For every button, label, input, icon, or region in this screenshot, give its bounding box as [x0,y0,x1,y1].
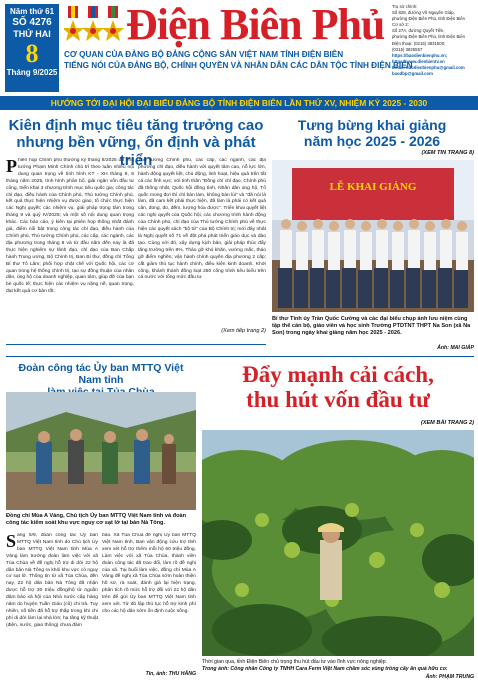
article4-continue[interactable]: (XEM BÀI TRANG 2) [420,420,474,426]
section-banner: HƯỚNG TỚI ĐẠI HỘI ĐẠI BIỂU ĐẢNG BỘ TỈNH ĐIỆN BIÊN LẦN THỨ XV, NHIỆM KỲ 2025 - 2030 [0,96,478,110]
medals-icon [64,6,124,50]
article1-column-1 [6,158,134,336]
contact-line: phường Điện Biên Phủ, tỉnh Điện Biên [392,34,466,40]
contact-line: Trụ sở chính: [392,4,418,9]
photo-sign-text: LỄ KHAI GIẢNG [329,181,417,193]
issue-number: SỐ 4276 [12,17,52,28]
article1-text: hiên họp Chính phủ thường kỳ tháng 8/2025 do Thủ tướng Phạm Minh Chính chủ trì theo luân nhiều nội dung quan trọng về tình hình KT - XH tháng 8, 8 tháng năm 2025, tình hình phân bổ, giải ngân vốn đầu tư công, triển khai 3 chương trình mục tiêu quốc gia; công tác chỉ đạo, điều hành của Chính phủ, Thủ tướng Chính phủ, kết quả thực hiện nhiệm vụ được giao, tổ chức thực hiện các Nghị quyết; các nhiệm vụ, giải pháp trọng tâm trong tháng 9 và quý IV/2025; và một số nội dung quan trọng khác. Các báo cáo, ý kiến tại phiên họp thống nhất đánh giá, điểm nổi bật trong công tác chỉ đạo, điều hành của Chính phủ, Thủ tướng Chính phủ, các cấp, các ngành, các địa phương trong tháng 8 và từ đầu năm đến nay là đã thực hiện nghiêm sự lãnh đạo, chỉ đạo của Ban Chấp hành Trung ương, Bộ Chính trị, Ban Bí thư, đồng chí Tổng Bí thư Tô Lâm; phối hợp chặt chẽ với Quốc hội, các cơ quan trong hệ thống chính trị, tạo sự đồng thuận của nhân dân, ủng hộ của doanh nghiệp, quan tâm, giúp đỡ của bạn bè quốc tế; thực hiện các nhiệm vụ nặng nề, quan trọng, đạt kết quả cơ bản tốt. [6,158,134,295]
contact-line: Cơ sở 2: [392,22,409,28]
issue-year: Năm thứ 61 [9,7,55,16]
fruit-orchard-photo [202,430,474,656]
headline-line: Tưng bừng khai giảng [297,117,447,133]
divider [6,344,266,345]
contact-line: Điện thoại: (0215) 3831500; [392,40,446,46]
article3-column-2 [102,533,196,667]
article4-credit: Ảnh: PHẠM TRUNG [425,674,474,680]
contact-line: phường Điện Biên Phủ, tỉnh Điện Biên [392,16,466,22]
headline-line: thu hút vốn đầu tư [246,387,430,413]
website-link[interactable]: https://baodienbienphu.vn; [392,52,448,58]
article1-column-2 [138,158,266,328]
issue-month: Tháng 9/2025 [6,68,58,77]
headline-line: Đoàn công tác Ủy ban MTTQ Việt Nam tỉnh [18,362,184,387]
dropcap: S [6,533,17,551]
school-opening-photo [272,160,474,312]
website-link[interactable]: https://www.dienbientv.vn [392,58,445,64]
article3-credit: Tin, ảnh: THU HẰNG [145,671,196,677]
article3-text: áng 5/9, đoàn công tác Ủy ban MTTQ Việt Nam tỉnh do Chủ tịch Ủy ban MTTQ Việt Nam tỉnh Mùa A Vảng làm trưởng đoàn làm việc với xã Tủa Chùa về đề nghị hỗ trợ di dời 22 hộ dân bản Nà Tông ra khỏi khu vực có nguy cơ sạt lở. Thông tin từ xã Tủa Chùa, đến nay, 22 hộ dân bản Nà Tông đã nhận được hỗ trợ 30 triệu đồng/hộ từ nguồn đảm bảo xã hội của Nhà nước cấp hàng năm do huyện Tuần Giáo (cũ) chi trả. Tuy nhiên, số tiền đã hỗ trợ thấp trong khi chi phí di dời làm lại nhà lớn; hạ tầng kỹ thuật (điện, nước, giao thông) chưa đảm [6,533,98,628]
article2-headline[interactable] [272,117,472,149]
caption-line: Trong ảnh: Công nhân Công ty TNHH Cara Ferm Việt Nam chăm sóc vùng trồng cây ăn quả hữu cơ. [202,665,448,672]
article1-text: Thủ tướng Chính phủ, các cấp, các ngành, các địa phương chỉ đạo, điều hành với quyết tâm cao, nỗ lực lớn, hành động quyết liệt, chủ động, linh hoạt, hiệu quả trên tất cả các lĩnh vực; với tinh thần "Đồng chí chỉ đạo, Chính phủ đã thống nhất, Quốc hội đồng tình, Nhân dân ủng hộ, Tổ quốc mong đợi thì chỉ bàn làm, không bàn lùi" và "đã nói là làm, đã cam kết phải thực hiện, đã làm là phải có kết quả cân, đong, đo, đếm, lượng hóa được". Triển khai quyết liệt các nghị quyết của Quốc hội, các chương trình hành động của Chính phủ, chỉ đạo của Thủ tướng Chính phủ về thực hiện các quyết sách "bộ tứ" của Bộ Chính trị; mới đây nhất là Nghị quyết số 71 về đột phá phát triển giáo dục và đào tạo. Cùng với đó, xây dựng kịch bản, giải pháp thúc đẩy tăng trưởng trên 8%. Thảo gỡ khó khăn, vướng mắc, tháo gỡ điểm nghẽn; vận hành chính quyền địa phương 2 cấp; cắt giảm thủ tục hành chính, điều kiện kinh doanh. Khởi công, khánh thành đồng loạt 250 công trình tiêu biểu trên cả nước với tổng mức đầu tư [138,158,266,281]
newspaper-title: Điện Biên Phủ [126,0,385,49]
contact-line: (0215) 3825557 [392,46,423,52]
contact-info [392,4,476,77]
email-link[interactable]: Email: baodienbienphu@gmail.com [392,64,465,70]
email-link[interactable]: baodbp@gmail.com [392,71,433,77]
issue-weekday: THỨ HAI [13,29,51,39]
article2-continue[interactable]: (XEM TIN TRANG 8) [421,150,474,156]
tagline-2: TIẾNG NÓI CỦA ĐẢNG BỘ, CHÍNH QUYỀN VÀ NHÂN DÂN CÁC DÂN TỘC TỈNH ĐIỆN BIÊN [64,61,413,70]
article2-credit: Ảnh: MAI GIÁP [437,345,474,351]
article1-continue[interactable]: (Xem tiếp trang 2) [221,328,266,334]
issue-info-box [5,4,59,92]
article2-caption: Bí thư Tỉnh ủy Trần Quốc Cường và các đại biểu chụp ảnh lưu niệm cùng tập thể cán bộ, giáo viên và học sinh Trường PTDTNT THPT Na Son (xã Na Son) trong ngày khai giảng năm học 2025 - 2026. [272,316,471,337]
headline-line: năm học 2025 - 2026 [303,133,441,150]
article3-text: bảo. Xã Tủa Chùa đề nghị Ủy ban MTTQ Việt Nam tỉnh, Ban vận động cứu trợ tỉnh xem xét hỗ trợ thêm mỗi hộ 60 triệu đồng. Làm việc với xã Tủa Chùa, thành viên đoàn công tác đã trao đổi, làm rõ đề nghị của xã. Tại buổi làm việc, đồng chí Mùa A Vảng đề nghị xã Tủa Chùa sớm hoàn thiện hồ sơ, rà soát, đánh giá lại hiện trạng, phân tích rõ mức hỗ trợ đối với 22 hộ dân trên để gửi Ủy ban MTTQ Việt Nam tỉnh xem xét. Từ đó lập thủ tục hỗ trợ kinh phí cho các hộ dân sớm ổn định cuộc sống. [102,533,196,614]
contact-line: Số 27A, đường Quyết Tiến, [392,28,445,34]
contact-line: Số 828, đường Võ Nguyên Giáp, [392,10,455,16]
front-team-photo [6,392,196,510]
headline-line: Đẩy mạnh cải cách, [242,362,434,387]
tagline-1: CƠ QUAN CỦA ĐẢNG BỘ ĐẢNG CỘNG SẢN VIỆT NAM TỈNH ĐIỆN BIÊN [64,50,344,59]
article4-headline[interactable] [202,362,474,413]
article3-caption: Đồng chí Mùa A Vảng, Chủ tịch Ủy ban MTTQ Việt Nam tỉnh và đoàn công tác kiểm soát khu vực nguy cơ sạt lở tại bản Nà Tông. [6,513,187,527]
issue-day: 8 [25,39,39,68]
caption-line: Thời gian qua, tỉnh Điện Biên chủ trọng thu hút đầu tư vào lĩnh vực nông nghiệp. [202,659,388,665]
dropcap: P [6,158,17,176]
headline-line: Kiên định mục tiêu tăng trưởng cao [8,117,264,134]
article3-column-1 [6,533,98,675]
divider [6,356,474,357]
article4-caption [202,659,474,672]
headline-line: nhưng bền vững, ổn định và phát triển [16,134,256,169]
